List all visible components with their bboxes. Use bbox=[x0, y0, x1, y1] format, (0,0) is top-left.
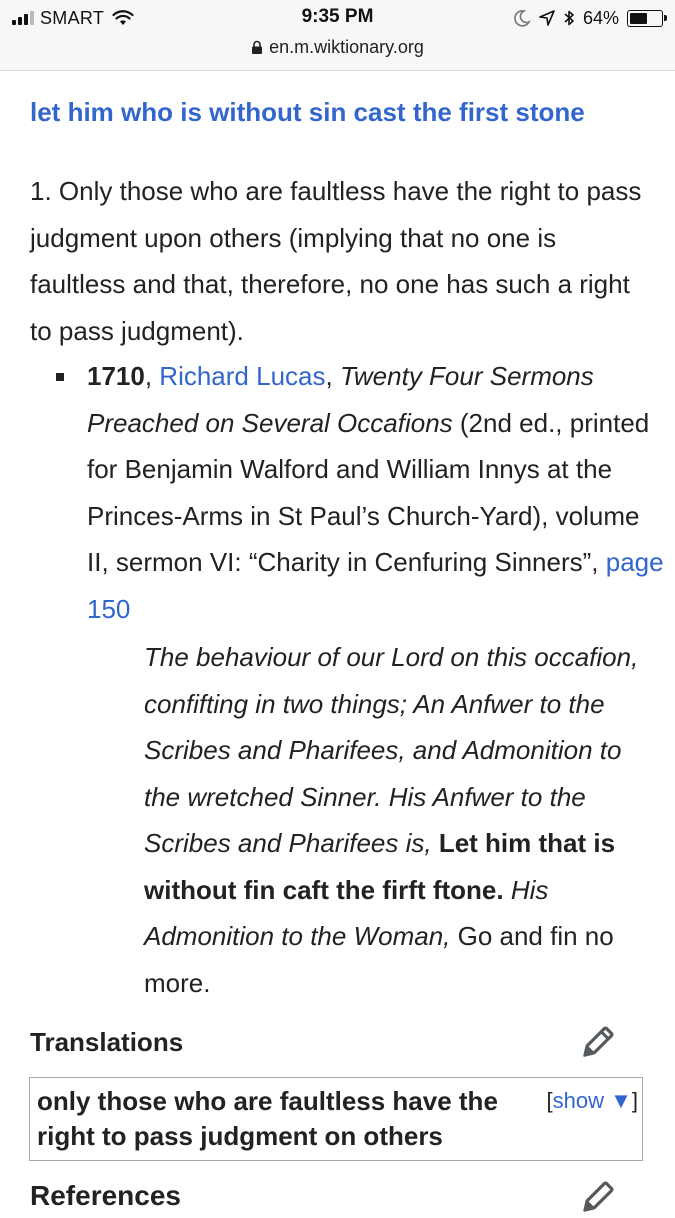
page-link[interactable]: page 150 bbox=[87, 547, 664, 624]
location-arrow-icon bbox=[539, 10, 555, 26]
clock: 9:35 PM bbox=[301, 6, 374, 27]
author-link[interactable]: Richard Lucas bbox=[159, 361, 326, 391]
url-text[interactable]: en.m.wiktionary.org bbox=[269, 37, 424, 57]
bracket-close: ] bbox=[631, 1088, 638, 1113]
translation-gloss: only those who are faultless have the right to pass judgment on others bbox=[37, 1086, 498, 1151]
passage-text-1: The behaviour of our Lord on this occafion, confifting in two things; An Anfwer to the Scribes and Pharifees, and Admonition to the wretched Sinner. His Anfwer to the Scribes and Pharifees is, bbox=[144, 642, 639, 858]
translations-heading: Translations bbox=[30, 1027, 184, 1057]
lock-icon bbox=[251, 40, 263, 55]
definition-number: 1. bbox=[30, 176, 52, 206]
bracket-open: [ bbox=[546, 1088, 553, 1113]
pencil-icon[interactable] bbox=[577, 1023, 617, 1063]
status-bar bbox=[0, 0, 675, 71]
bullet-icon bbox=[56, 373, 64, 381]
pencil-icon[interactable] bbox=[577, 1178, 617, 1218]
moon-icon bbox=[513, 9, 531, 27]
translation-table bbox=[29, 1077, 643, 1161]
show-translations-toggle[interactable] bbox=[547, 1088, 639, 1114]
quotation-citation: 1710, Richard Lucas, Twenty Four Sermons Preached on Several Occafions (2nd ed., printed for Benjamin Walford and William Innys at the Princes-Arms in St Paul’s Church-Yard), volume II, sermon VI: “Charity in Cenfuring Sinners”, page 150 bbox=[87, 361, 664, 624]
battery-percent: 64% bbox=[582, 7, 619, 28]
definition-text: Only those who are faultless have the right to pass judgment upon others (implying that no one is faultless and that, therefore, no one has such a right to pass judgment). bbox=[30, 176, 642, 346]
passage-bold: Let him that is without fin caft the firft ftone. bbox=[144, 828, 616, 905]
passage-text-2: His Admonition to the Woman, bbox=[144, 874, 549, 951]
status-right bbox=[513, 6, 663, 30]
address-bar[interactable] bbox=[0, 37, 675, 58]
passage-roman: Go and fin no more. bbox=[144, 921, 614, 998]
quotation-passage bbox=[144, 634, 649, 1006]
work-title: Twenty Four Sermons Preached on Several Occafions bbox=[87, 361, 594, 438]
battery-icon bbox=[627, 10, 663, 27]
bluetooth-icon bbox=[563, 9, 575, 27]
references-heading: References bbox=[30, 1180, 181, 1211]
entry-title[interactable]: let him who is without sin cast the first stone bbox=[30, 97, 585, 127]
show-link[interactable]: show ▼ bbox=[552, 1088, 632, 1113]
quotation-year: 1710 bbox=[87, 361, 145, 391]
definition bbox=[30, 168, 655, 354]
quotation-details: (2nd ed., printed for Benjamin Walford and William Innys at the Princes-Arms in St Paul’s Church-Yard), volume II, sermon VI: “Charity in Cenfuring Sinners”, bbox=[87, 407, 650, 577]
carrier-name: SMART bbox=[40, 7, 105, 28]
